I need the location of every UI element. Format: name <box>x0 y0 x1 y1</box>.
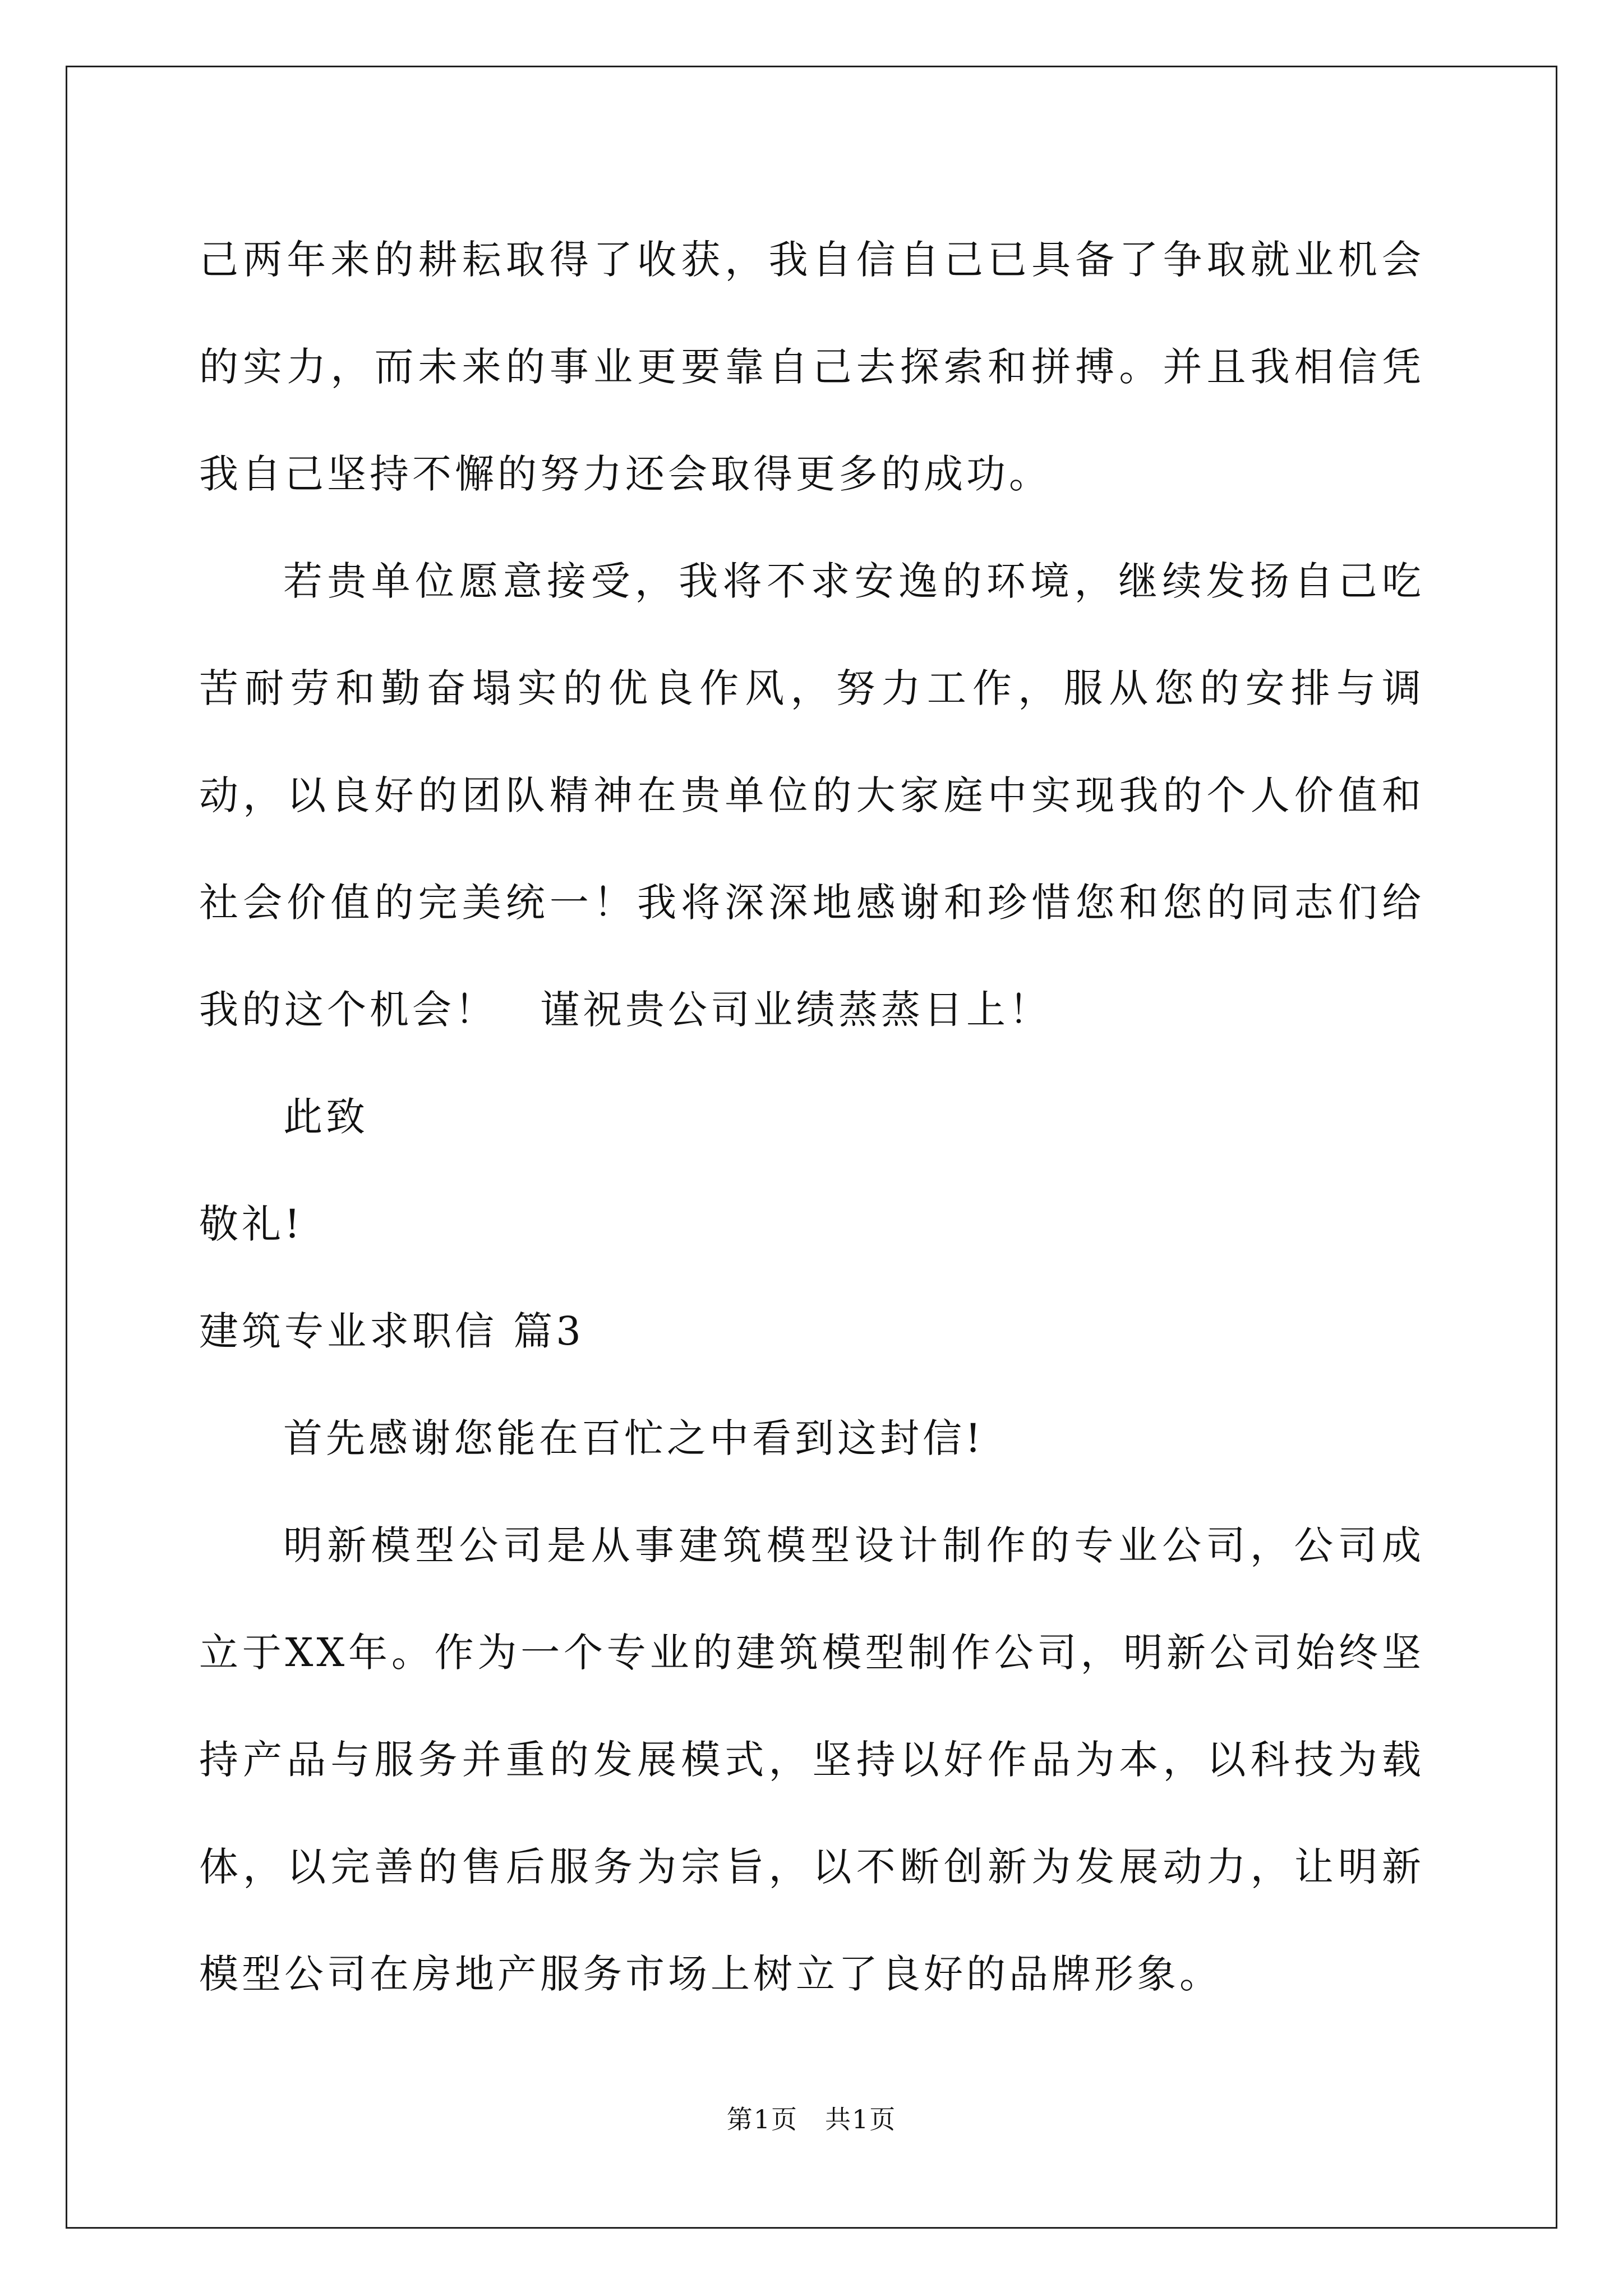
document-body <box>199 206 1424 2028</box>
page-footer: 第1页 共1页 <box>726 2104 897 2134</box>
paragraph-2: 若贵单位愿意接受，我将不求安逸的环境，继续发扬自己吃苦耐劳和勤奋塌实的优良作风，努力工作，服从您的安排与调动，以良好的团队精神在贵单位的大家庭中实现我的个人价值和社会价值的完美统一！我将深深地感谢和珍惜您和您的同志们给我的这个机会！ 谨祝贵公司业绩蒸蒸日上！ <box>199 558 1424 1033</box>
closing-salutation: 此致 <box>283 1094 368 1140</box>
paragraph-1: 己两年来的耕耘取得了收获，我自信自己已具备了争取就业机会的实力，而未来的事业更要靠自己去探索和拼搏。并且我相信凭我自己坚持不懈的努力还会取得更多的成功。 <box>199 237 1424 497</box>
paragraph-greeting: 首先感谢您能在百忙之中看到这封信! <box>283 1415 985 1461</box>
closing-regards: 敬礼! <box>199 1201 304 1247</box>
paragraph-company-intro: 明新模型公司是从事建筑模型设计制作的专业公司，公司成立于XX年。作为一个专业的建筑模型制作公司，明新公司始终坚持产品与服务并重的发展模式，坚持以好作品为本，以科技为载体，以完善的售后服务为宗旨，以不断创新为发展动力，让明新模型公司在房地产服务市场上树立了良好的品牌形象。 <box>199 1522 1424 1997</box>
section-heading: 建筑专业求职信 篇3 <box>199 1308 584 1354</box>
